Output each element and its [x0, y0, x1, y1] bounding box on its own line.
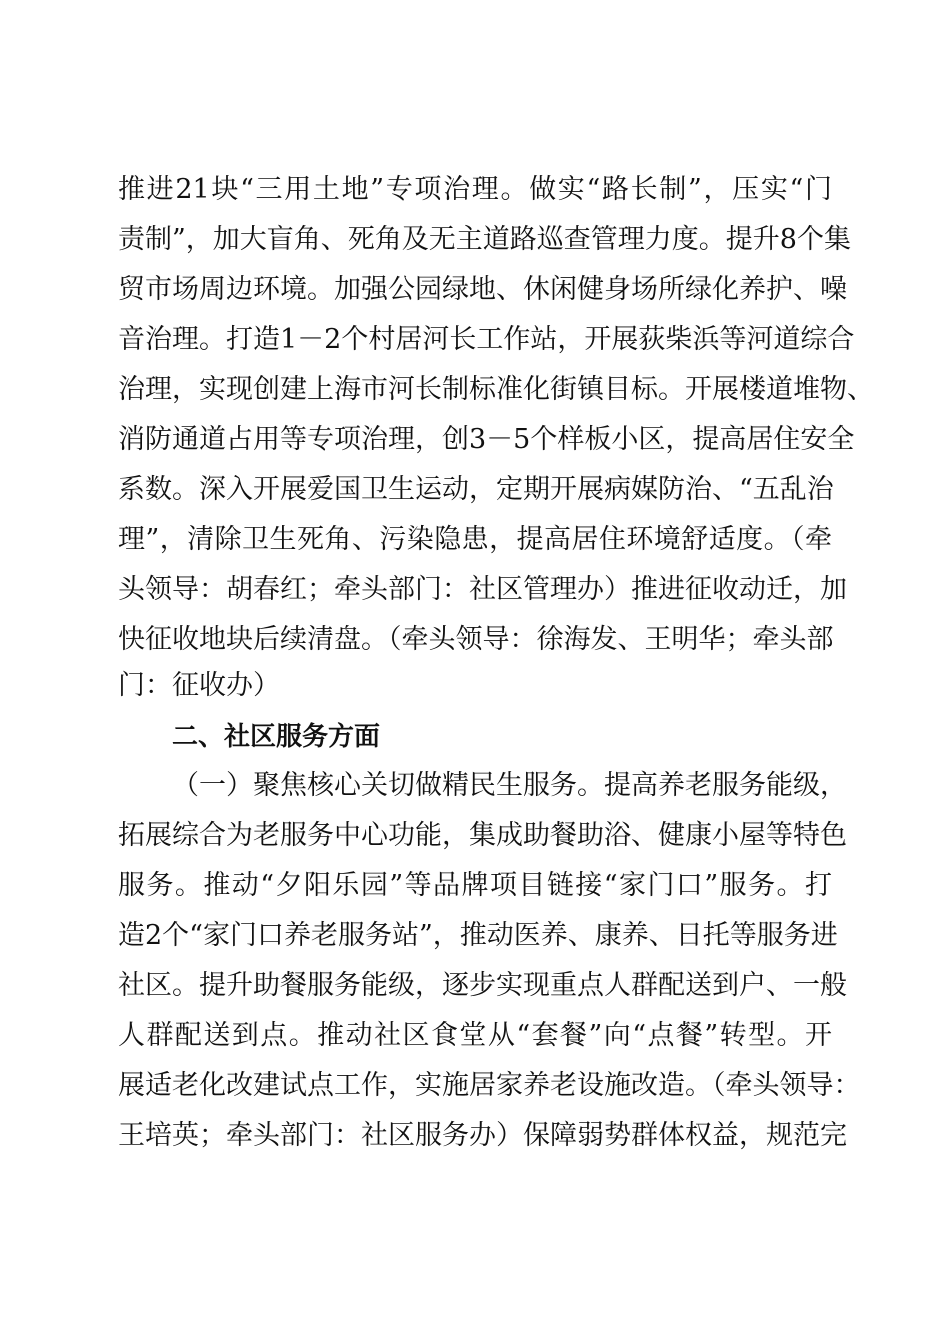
paragraph-line: 消防通道占用等专项治理，创3－5个样板小区，提高居住安全 — [118, 424, 855, 455]
paragraph-line: 拓展综合为老服务中心功能，集成助餐助浴、健康小屋等特色 — [118, 820, 847, 851]
paragraph-line: 推进21块“三用土地”专项治理。做实“路长制”，压实“门 — [118, 174, 832, 205]
paragraph-line: 系数。深入开展爱国卫生运动，定期开展病媒防治、“五乱治 — [118, 474, 834, 505]
paragraph-line: 门：征收办） — [118, 670, 280, 701]
paragraph-line: 快征收地块后续清盘。（牵头领导：徐海发、王明华；牵头部 — [118, 624, 834, 655]
paragraph-line: 人群配送到点。推动社区食堂从“套餐”向“点餐”转型。开 — [118, 1020, 832, 1051]
paragraph-line: 服务。推动“夕阳乐园”等品牌项目链接“家门口”服务。打 — [118, 870, 832, 901]
paragraph-line: 治理，实现创建上海市河长制标准化街镇目标。开展楼道堆物、 — [118, 374, 874, 405]
paragraph-line: 理”，清除卫生死角、污染隐患，提高居住环境舒适度。（牵 — [118, 524, 832, 555]
paragraph-line: 造2个“家门口养老服务站”，推动医养、康养、日托等服务进 — [118, 920, 838, 951]
paragraph-line: 社区。提升助餐服务能级，逐步实现重点人群配送到户、一般 — [118, 970, 847, 1001]
paragraph-line: 贸市场周边环境。加强公园绿地、休闲健身场所绿化养护、噪 — [118, 274, 847, 305]
paragraph-line: 音治理。打造1－2个村居河长工作站，开展荻柴浜等河道综合 — [118, 324, 855, 355]
paragraph-line: 展适老化改建试点工作，实施居家养老设施改造。（牵头领导： — [118, 1070, 861, 1101]
paragraph-line: 责制”，加大盲角、死角及无主道路巡查管理力度。提升8个集 — [118, 224, 851, 255]
paragraph-line: 头领导：胡春红；牵头部门：社区管理办）推进征收动迁，加 — [118, 574, 847, 605]
section-heading: 二、社区服务方面 — [172, 722, 381, 752]
paragraph-line: 王培英；牵头部门：社区服务办）保障弱势群体权益，规范完 — [118, 1120, 847, 1151]
paragraph-line: （一）聚焦核心关切做精民生服务。提高养老服务能级， — [172, 770, 847, 801]
